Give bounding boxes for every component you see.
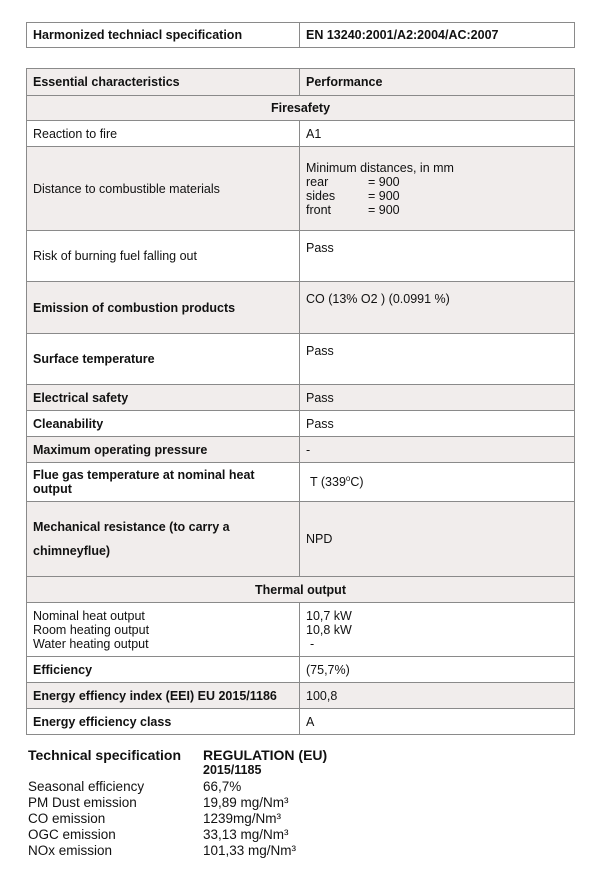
distance-key-rear: rear [306, 174, 329, 189]
tech-regulation-line1: REGULATION (EU) [203, 747, 328, 763]
row-value-reaction: A1 [300, 121, 575, 147]
row-label-electrical: Electrical safety [27, 385, 300, 411]
row-label-pressure: Maximum operating pressure [27, 437, 300, 463]
row-value-electrical: Pass [300, 385, 575, 411]
tech-title: Technical specification [28, 747, 182, 763]
output-label-room: Room heating output [33, 622, 150, 637]
tech-key-co: CO emission [28, 811, 106, 826]
section-title-firesafety: Firesafety [27, 96, 575, 121]
table-row [27, 657, 575, 683]
row-value-pressure: - [300, 437, 575, 463]
tech-value-pm: 19,89 mg/Nm³ [203, 795, 289, 810]
row-label-efficiency: Efficiency [27, 657, 300, 683]
characteristics-table [26, 68, 575, 735]
table-row [27, 437, 575, 463]
harmonized-spec-label: Harmonized techniacl specification [27, 23, 300, 48]
section-title-thermal: Thermal output [27, 577, 575, 603]
table-row [27, 603, 575, 657]
row-label-mechanical [27, 502, 300, 577]
row-label-emission: Emission of combustion products [27, 282, 300, 334]
table-row [27, 334, 575, 385]
row-label-eei: Energy effiency index (EEI) EU 2015/1186 [27, 683, 300, 709]
output-label-water: Water heating output [33, 636, 149, 651]
mechanical-label-line2: chimneyflue) [33, 544, 111, 558]
row-value-energy-class: A [300, 709, 575, 735]
row-value-mechanical: NPD [300, 502, 575, 577]
list-item [28, 795, 428, 811]
row-label-surface: Surface temperature [27, 334, 300, 385]
row-label-distance: Distance to combustible materials [27, 147, 300, 231]
row-value-flue [300, 463, 575, 502]
tech-key-seasonal: Seasonal efficiency [28, 779, 145, 794]
table-row [27, 231, 575, 282]
table-row [27, 463, 575, 502]
list-item [28, 843, 428, 859]
row-label-outputs [27, 603, 300, 657]
tech-value-ogc: 33,13 mg/Nm³ [203, 827, 289, 842]
col-header-characteristics: Essential characteristics [27, 69, 300, 96]
output-value-nominal: 10,7 kW [306, 608, 352, 623]
tech-regulation-line2: 2015/1185 [203, 763, 262, 777]
row-label-energy-class: Energy efficiency class [27, 709, 300, 735]
table-row [27, 121, 575, 147]
tech-regulation [203, 748, 327, 778]
row-value-cleanability: Pass [300, 411, 575, 437]
row-label-flue: Flue gas temperature at nominal heat output [27, 463, 300, 502]
distance-intro: Minimum distances, in mm [306, 160, 454, 175]
row-label-reaction: Reaction to fire [27, 121, 300, 147]
distance-list [306, 175, 568, 217]
output-label-nominal: Nominal heat output [33, 608, 145, 623]
row-label-cleanability: Cleanability [27, 411, 300, 437]
tech-header-row [28, 748, 428, 778]
row-value-emission: CO (13% O2 ) (0.0991 %) [300, 282, 575, 334]
output-value-water: - [310, 636, 315, 651]
row-value-eei: 100,8 [300, 683, 575, 709]
list-item [28, 779, 428, 795]
harmonized-spec-table [26, 22, 575, 48]
tech-value-seasonal: 66,7% [203, 779, 242, 794]
harmonized-spec-value: EN 13240:2001/A2:2004/AC:2007 [300, 23, 575, 48]
table-row [27, 411, 575, 437]
tech-key-ogc: OGC emission [28, 827, 116, 842]
distance-value-rear: = 900 [368, 174, 400, 189]
section-row-thermal [27, 577, 575, 603]
row-value-efficiency: (75,7%) [300, 657, 575, 683]
row-value-risk: Pass [300, 231, 575, 282]
tech-key-nox: NOx emission [28, 843, 113, 858]
distance-value-sides: = 900 [368, 188, 400, 203]
table-header-row [27, 69, 575, 96]
row-value-distance [300, 147, 575, 231]
flue-value-prefix: T (339 [310, 475, 346, 490]
table-row [27, 385, 575, 411]
output-value-room: 10,8 kW [306, 622, 352, 637]
mechanical-label-line1: Mechanical resistance (to carry a [33, 520, 230, 534]
tech-value-co: 1239mg/Nm³ [203, 811, 282, 826]
table-row [27, 709, 575, 735]
section-row-firesafety [27, 96, 575, 121]
table-row [27, 502, 575, 577]
distance-value-front: = 900 [368, 202, 400, 217]
table-row [27, 282, 575, 334]
list-item [28, 827, 428, 843]
flue-value-suffix: C) [350, 475, 364, 490]
list-item [28, 811, 428, 827]
flue-value-degree: o [345, 474, 351, 484]
row-value-outputs [300, 603, 575, 657]
table-row [27, 683, 575, 709]
tech-value-nox: 101,33 mg/Nm³ [203, 843, 297, 858]
technical-specification [28, 748, 428, 859]
tech-key-pm: PM Dust emission [28, 795, 137, 810]
row-label-risk: Risk of burning fuel falling out [27, 231, 300, 282]
distance-key-sides: sides [306, 188, 336, 203]
row-value-surface: Pass [300, 334, 575, 385]
distance-key-front: front [306, 202, 332, 217]
col-header-performance: Performance [300, 69, 575, 96]
table-row [27, 147, 575, 231]
